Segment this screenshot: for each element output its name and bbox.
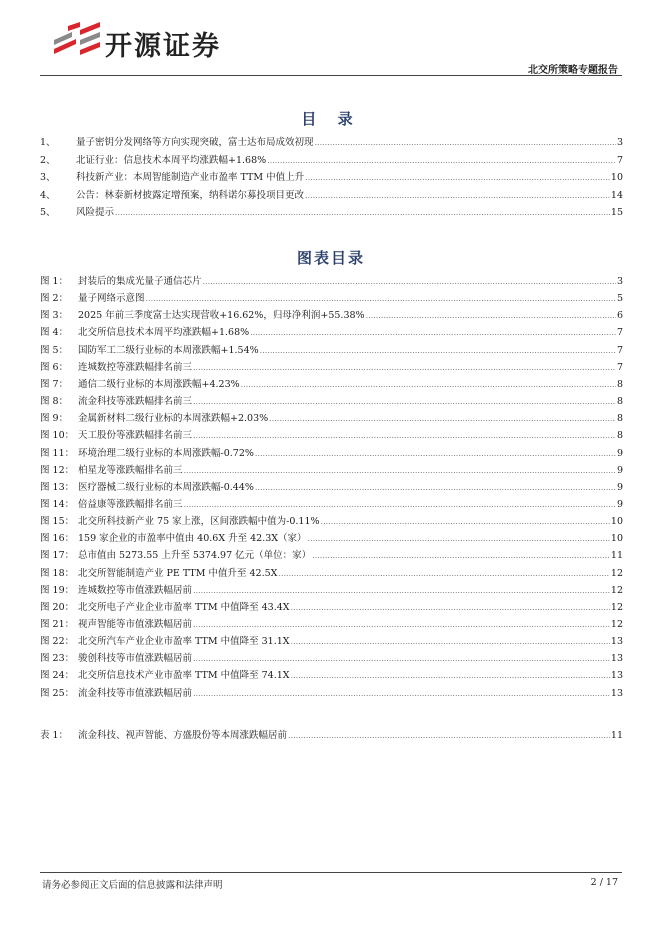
toc-entry-page: 7 bbox=[616, 154, 623, 166]
toc-entry-page: 8 bbox=[616, 378, 623, 390]
toc-leader-dots bbox=[193, 652, 610, 666]
toc-entry-page: 13 bbox=[610, 670, 623, 682]
toc-entry-page: 8 bbox=[616, 413, 623, 425]
toc-entry-page: 13 bbox=[610, 653, 623, 665]
toc-entry-number: 图 14： bbox=[40, 498, 75, 510]
toc-leader-dots bbox=[305, 171, 610, 185]
toc-leader-dots bbox=[315, 136, 616, 150]
toc-entry-page: 3 bbox=[616, 137, 623, 148]
toc-entry-number: 图 15： bbox=[40, 516, 75, 528]
toc-entry-title: 倍益康等涨跌幅排名前三 bbox=[78, 498, 183, 510]
toc-entry-title: 北证行业：信息技术本周平均涨跌幅+1.68% bbox=[76, 154, 267, 166]
toc-entry[interactable] bbox=[40, 189, 623, 203]
footer-divider bbox=[40, 872, 622, 873]
toc-entry-title: 通信二级行业标的本周涨跌幅+4.23% bbox=[78, 378, 240, 390]
toc-entry-page: 6 bbox=[616, 310, 623, 322]
toc-entry-number: 图 24： bbox=[40, 670, 75, 682]
toc-leader-dots bbox=[267, 154, 616, 168]
toc-leader-dots bbox=[291, 669, 610, 683]
toc-entry-title: 环境治理二级行业标的本周涨跌幅-0.72% bbox=[78, 447, 254, 459]
toc-entry-number: 图 8： bbox=[40, 396, 69, 408]
toc-leader-dots bbox=[250, 326, 616, 340]
toc-entry-title: 科技新产业：本周智能制造产业市盈率 TTM 中值上升 bbox=[76, 172, 305, 183]
toc-leader-dots bbox=[203, 275, 616, 289]
toc-entry-number: 图 21： bbox=[40, 619, 75, 630]
toc-leader-dots bbox=[184, 464, 616, 478]
toc-entry[interactable] bbox=[40, 652, 623, 666]
toc-entry-title: 流金科技等市值涨跌幅居前 bbox=[78, 687, 193, 699]
toc-entry[interactable] bbox=[40, 171, 623, 185]
toc-entry-page: 13 bbox=[610, 636, 623, 648]
toc-entry-number: 图 4： bbox=[40, 327, 69, 339]
toc-entry-title: 北交所电子产业企业市盈率 TTM 中值降至 43.4X bbox=[78, 601, 290, 613]
toc-entry[interactable] bbox=[40, 309, 623, 323]
toc-entry[interactable] bbox=[40, 567, 623, 581]
toc-entry-number: 图 22： bbox=[40, 636, 75, 648]
toc-entry[interactable] bbox=[40, 344, 623, 358]
toc-entry[interactable] bbox=[40, 481, 623, 495]
toc-entry-page: 12 bbox=[610, 567, 623, 579]
toc-entry-title: 北交所科技新产业 75 家上涨，区间涨跌幅中值为-0.11% bbox=[78, 516, 320, 528]
toc-entry-number: 图 3： bbox=[40, 310, 69, 322]
toc-entry-number: 表 1： bbox=[40, 730, 69, 741]
toc-entry[interactable] bbox=[40, 729, 623, 743]
toc-entry-title: 159 家企业的市盈率中值由 40.6X 升至 42.3X（家） bbox=[78, 533, 307, 545]
toc-entry-title: 北交所信息技术本周平均涨跌幅+1.68% bbox=[78, 327, 250, 339]
toc-entry[interactable] bbox=[40, 532, 623, 546]
toc-entry-title: 封装后的集成光量子通信芯片 bbox=[78, 276, 202, 287]
toc-leader-dots bbox=[193, 687, 610, 701]
toc-entry-page: 3 bbox=[616, 276, 623, 287]
toc-entry[interactable] bbox=[40, 515, 623, 529]
toc-entry[interactable] bbox=[40, 464, 623, 478]
toc-entry-title: 连城数控等市值涨跌幅居前 bbox=[78, 584, 193, 596]
footer-disclaimer: 请务必参阅正文后面的信息披露和法律声明 bbox=[42, 880, 223, 891]
toc-leader-dots bbox=[260, 344, 616, 358]
toc-leader-dots bbox=[193, 429, 616, 443]
toc-entry-title: 公告：林泰新材披露定增预案，纳科诺尔募投项目更改 bbox=[76, 189, 305, 201]
toc-entry[interactable] bbox=[40, 687, 623, 701]
toc-entry-page: 14 bbox=[610, 189, 623, 201]
toc-leader-dots bbox=[321, 515, 610, 529]
toc-entry-page: 9 bbox=[616, 447, 623, 459]
toc-entry-title: 骏创科技等市值涨跌幅居前 bbox=[78, 653, 193, 665]
toc-leader-dots bbox=[255, 481, 616, 495]
toc-entry-number: 图 10： bbox=[40, 430, 75, 442]
toc-entry-page: 15 bbox=[610, 207, 623, 218]
toc-entry-page: 12 bbox=[610, 601, 623, 613]
toc-entry-title: 总市值由 5273.55 上升至 5374.97 亿元（单位：家） bbox=[78, 550, 312, 562]
toc-entry-number: 图 9： bbox=[40, 413, 69, 425]
toc-entry-title: 国防军工二级行业标的本周涨跌幅+1.54% bbox=[78, 344, 259, 356]
toc-entry[interactable] bbox=[40, 412, 623, 426]
toc-entry[interactable] bbox=[40, 154, 623, 168]
toc-entry-number: 图 6： bbox=[40, 361, 69, 373]
toc-entry[interactable] bbox=[40, 618, 623, 632]
toc-entry[interactable] bbox=[40, 395, 623, 409]
toc-leader-dots bbox=[184, 498, 616, 512]
contents-title: 目 录 bbox=[301, 110, 361, 128]
toc-leader-dots bbox=[146, 292, 616, 306]
toc-entry-title: 天工股份等涨跌幅排名前三 bbox=[78, 430, 193, 442]
toc-entry-title: 北交所信息技术产业市盈率 TTM 中值降至 74.1X bbox=[78, 670, 290, 682]
toc-leader-dots bbox=[241, 378, 616, 392]
toc-leader-dots bbox=[312, 549, 610, 563]
toc-entry-number: 图 12： bbox=[40, 464, 75, 476]
toc-leader-dots bbox=[366, 309, 616, 323]
toc-entry[interactable] bbox=[40, 206, 623, 220]
toc-entry-page: 5 bbox=[616, 293, 623, 305]
toc-entry-number: 1、 bbox=[40, 137, 56, 148]
toc-entry[interactable] bbox=[40, 361, 623, 375]
toc-entry-number: 2、 bbox=[40, 154, 56, 166]
toc-entry-title: 医疗器械二级行业标的本周涨跌幅-0.44% bbox=[78, 481, 254, 493]
toc-entry-page: 12 bbox=[610, 584, 623, 596]
report-type: 北交所策略专题报告 bbox=[528, 65, 618, 76]
toc-entry[interactable] bbox=[40, 275, 623, 289]
toc-leader-dots bbox=[269, 412, 616, 426]
toc-entry-number: 图 7： bbox=[40, 378, 69, 390]
toc-entry-page: 7 bbox=[616, 361, 623, 373]
toc-entry-number: 图 16： bbox=[40, 533, 75, 545]
toc-entry[interactable] bbox=[40, 326, 623, 340]
toc-entry[interactable] bbox=[40, 136, 623, 150]
toc-entry-page: 13 bbox=[610, 687, 623, 699]
toc-leader-dots bbox=[193, 584, 610, 598]
toc-leader-dots bbox=[193, 361, 616, 375]
toc-entry-number: 5、 bbox=[40, 207, 56, 218]
toc-entry-page: 9 bbox=[616, 464, 623, 476]
toc-entry[interactable] bbox=[40, 549, 623, 563]
toc-entry-number: 图 25： bbox=[40, 687, 75, 699]
toc-entry-number: 图 11： bbox=[40, 447, 75, 459]
toc-entry-number: 图 20： bbox=[40, 601, 75, 613]
toc-entry-title: 2025 年前三季度富士达实现营收+16.62%，归母净利润+55.38% bbox=[78, 310, 365, 322]
toc-entry-number: 4、 bbox=[40, 189, 56, 201]
toc-leader-dots bbox=[291, 601, 610, 615]
toc-entry-page: 12 bbox=[610, 619, 623, 630]
toc-entry-title: 北交所智能制造产业 PE TTM 中值升至 42.5X bbox=[78, 567, 278, 579]
toc-entry-title: 连城数控等涨跌幅排名前三 bbox=[78, 361, 193, 373]
toc-entry[interactable] bbox=[40, 292, 623, 306]
toc-entry[interactable] bbox=[40, 447, 623, 461]
toc-entry-title: 流金科技等涨跌幅排名前三 bbox=[78, 396, 193, 408]
brand-name: 开源证券 bbox=[105, 31, 221, 62]
toc-entry[interactable] bbox=[40, 429, 623, 443]
toc-entry-number: 图 23： bbox=[40, 653, 75, 665]
toc-entry[interactable] bbox=[40, 601, 623, 615]
toc-entry-page: 8 bbox=[616, 396, 623, 408]
toc-entry[interactable] bbox=[40, 669, 623, 683]
toc-leader-dots bbox=[308, 532, 610, 546]
footer-page-number: 2 / 17 bbox=[590, 877, 618, 888]
toc-entry-number: 图 13： bbox=[40, 481, 75, 493]
toc-entry-number: 图 1： bbox=[40, 276, 69, 287]
toc-entry-number: 图 19： bbox=[40, 584, 75, 596]
toc-entry-page: 10 bbox=[610, 533, 623, 545]
toc-entry-title: 金属新材料二级行业标的本周涨跌幅+2.03% bbox=[78, 413, 269, 425]
toc-entry-number: 图 17： bbox=[40, 550, 75, 562]
toc-leader-dots bbox=[115, 206, 610, 220]
toc-entry-number: 图 5： bbox=[40, 344, 69, 356]
toc-entry-title: 风险提示 bbox=[76, 207, 115, 218]
toc-entry-page: 11 bbox=[610, 550, 623, 562]
toc-entry-title: 北交所汽车产业企业市盈率 TTM 中值降至 31.1X bbox=[78, 636, 290, 648]
toc-entry-page: 9 bbox=[616, 498, 623, 510]
toc-entry[interactable] bbox=[40, 378, 623, 392]
toc-entry[interactable] bbox=[40, 584, 623, 598]
toc-entry-number: 图 18： bbox=[40, 567, 75, 579]
toc-entry-page: 11 bbox=[610, 730, 623, 741]
toc-entry-page: 10 bbox=[610, 172, 623, 183]
logo-mark-icon bbox=[54, 22, 100, 55]
toc-entry-title: 量子密钥分发网络等方向实现突破，富士达布局成效初现 bbox=[76, 137, 314, 148]
toc-entry-title: 视声智能等市值涨跌幅居前 bbox=[78, 619, 193, 630]
toc-entry-page: 7 bbox=[616, 327, 623, 339]
toc-entry-number: 图 2： bbox=[40, 293, 69, 305]
header-divider bbox=[40, 75, 622, 76]
toc-entry-page: 10 bbox=[610, 516, 623, 528]
toc-entry[interactable] bbox=[40, 635, 623, 649]
toc-entry-title: 流金科技、视声智能、方盛股份等本周涨跌幅居前 bbox=[78, 730, 288, 741]
toc-entry-page: 9 bbox=[616, 481, 623, 493]
toc-entry-title: 柏星龙等涨跌幅排名前三 bbox=[78, 464, 183, 476]
toc-leader-dots bbox=[255, 447, 616, 461]
toc-leader-dots bbox=[193, 618, 610, 632]
toc-leader-dots bbox=[278, 567, 610, 581]
toc-leader-dots bbox=[291, 635, 610, 649]
toc-leader-dots bbox=[193, 395, 616, 409]
toc-entry-number: 3、 bbox=[40, 172, 56, 183]
toc-leader-dots bbox=[288, 729, 610, 743]
toc-leader-dots bbox=[305, 189, 610, 203]
toc-entry-page: 8 bbox=[616, 430, 623, 442]
figures-title: 图表目录 bbox=[296, 249, 365, 267]
toc-entry[interactable] bbox=[40, 498, 623, 512]
toc-entry-page: 7 bbox=[616, 344, 623, 356]
toc-entry-title: 量子网络示意图 bbox=[78, 293, 145, 305]
